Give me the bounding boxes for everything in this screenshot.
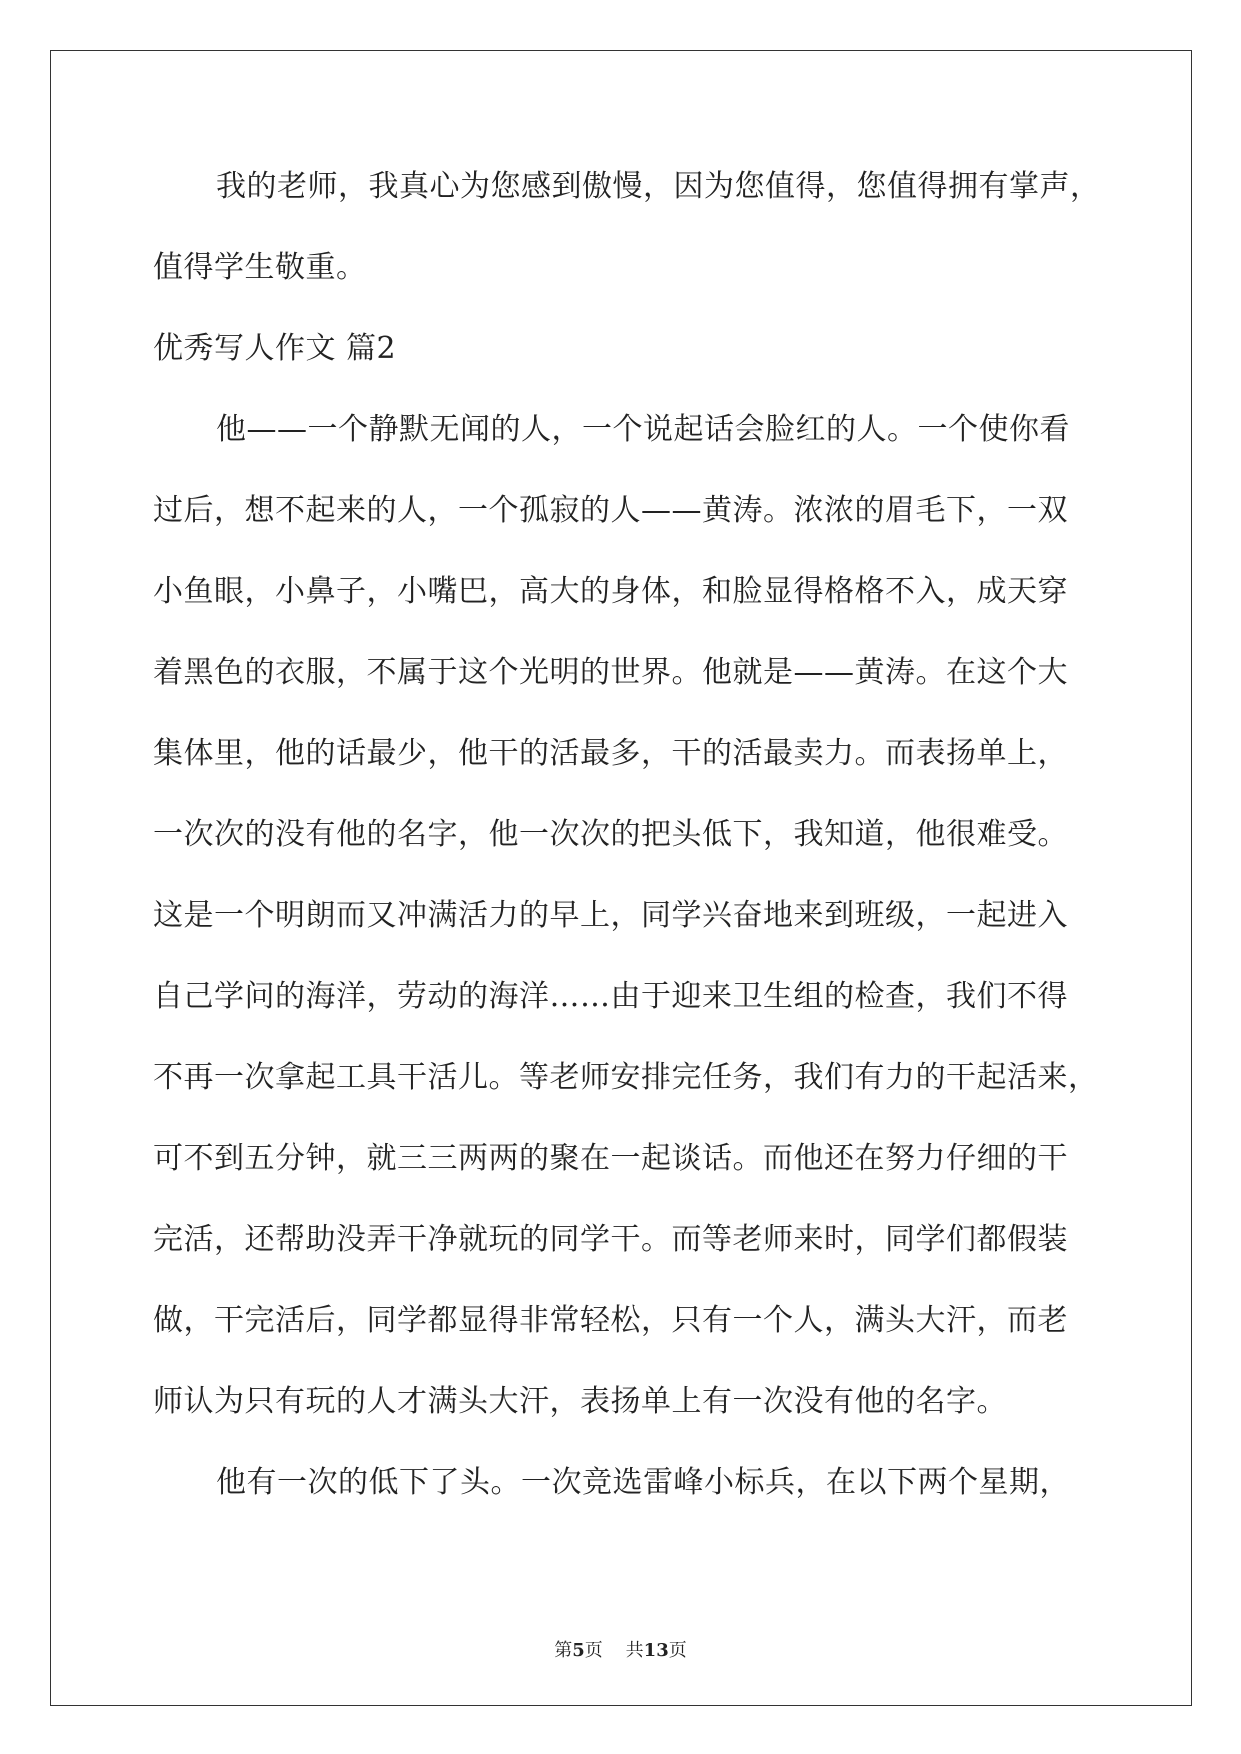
- text-line: 着黑色的衣服，不属于这个光明的世界。他就是——黄涛。在这个大: [153, 655, 1068, 690]
- page-footer: [0, 1636, 1241, 1662]
- text-line: 这是一个明朗而又冲满活力的早上，同学兴奋地来到班级，一起进入: [153, 898, 1068, 933]
- footer-total-suffix: 页: [668, 1640, 687, 1661]
- text-line: 集体里，他的话最少，他干的活最多，干的活最卖力。而表扬单上，: [153, 736, 1068, 771]
- text-line: 师认为只有玩的人才满头大汗，表扬单上有一次没有他的名字。: [153, 1384, 1007, 1419]
- section-heading: 优秀写人作文 篇2: [153, 331, 397, 366]
- text-line: 不再一次拿起工具干活儿。等老师安排完任务，我们有力的干起活来，: [153, 1060, 1099, 1095]
- text-line: 完活，还帮助没弄干净就玩的同学干。而等老师来时，同学们都假装: [153, 1222, 1068, 1257]
- text-line: 一次次的没有他的名字，他一次次的把头低下，我知道，他很难受。: [153, 817, 1068, 852]
- total-pages: 13: [643, 1640, 669, 1661]
- page-border: [50, 50, 1192, 1706]
- text-line: 做，干完活后，同学都显得非常轻松，只有一个人，满头大汗，而老: [153, 1303, 1068, 1338]
- text-line: 他有一次的低下了头。一次竞选雷峰小标兵，在以下两个星期，: [216, 1465, 1070, 1500]
- text-line: 小鱼眼，小鼻子，小嘴巴，高大的身体，和脸显得格格不入，成天穿: [153, 574, 1068, 609]
- footer-total-prefix: 共: [625, 1640, 644, 1661]
- text-line: 他——一个静默无闻的人，一个说起话会脸红的人。一个使你看: [216, 412, 1070, 447]
- footer-page-suffix: 页: [584, 1640, 603, 1661]
- text-line: 值得学生敬重。: [153, 250, 367, 285]
- text-line: 过后，想不起来的人，一个孤寂的人——黄涛。浓浓的眉毛下，一双: [153, 493, 1068, 528]
- text-line: 我的老师，我真心为您感到傲慢，因为您值得，您值得拥有掌声，: [216, 169, 1101, 204]
- footer-prefix: 第: [554, 1640, 573, 1661]
- text-line: 自己学问的海洋，劳动的海洋……由于迎来卫生组的检查，我们不得: [153, 979, 1068, 1014]
- text-line: 可不到五分钟，就三三两两的聚在一起谈话。而他还在努力仔细的干: [153, 1141, 1068, 1176]
- page-number: 5: [572, 1640, 585, 1661]
